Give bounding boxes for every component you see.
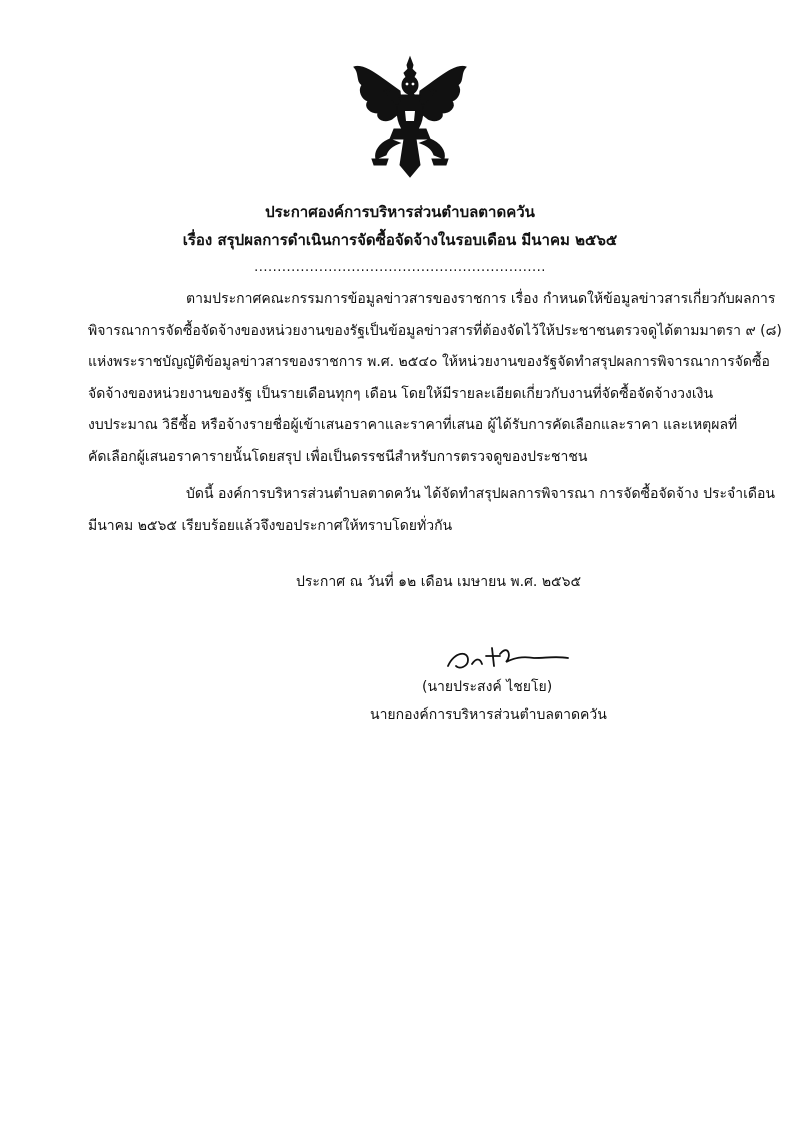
body-line: ตามประกาศคณะกรรมการข้อมูลข่าวสารของราชการ เรื่อง กำหนดให้ข้อมูลข่าวสารเกี่ยวกับผลการ [186,291,776,307]
announcement-date: ประกาศ ณ วันที่ ๑๒ เดือน เมษายน พ.ศ. ๒๕๖๕ [296,574,582,590]
title-separator: ............................................................... [254,260,546,275]
body-line: แห่งพระราชบัญญัติข้อมูลข่าวสารของราชการ พ.ศ. ๒๕๔๐ ให้หน่วยงานของรัฐจัดทำสรุปผลการพิจารณาการจัดซื้อ [88,354,770,370]
body-line: จัดจ้างของหน่วยงานของรัฐ เป็นรายเดือนทุกๆ เดือน โดยให้มีรายละเอียดเกี่ยวกับงานที่จัดซื้อจัดจ้างวงเงิน [88,385,714,402]
body-line: พิจารณาการจัดซื้อจัดจ้างของหน่วยงานของรัฐเป็นข้อมูลข่าวสารที่ต้องจัดไว้ให้ประชาชนตรวจดูได้ตามมาตรา ๙ (๘) [88,322,782,339]
signatory-name: (นายประสงค์ ไชยโย) [422,679,553,695]
body-line: บัดนี้ องค์การบริหารส่วนตำบลตาดควัน ได้จัดทำสรุปผลการพิจารณา การจัดซื้อจัดจ้าง ประจำเดือน [186,486,775,502]
garuda-emblem-icon [350,55,470,180]
body-paragraph-1 [88,284,782,473]
body-line: งบประมาณ วิธีซื้อ หรือจ้างรายชื่อผู้เข้าเสนอราคาและราคาที่เสนอ ผู้ได้รับการคัดเลือกและราคา และเหตุผลที่ [88,417,738,433]
signatory-position: นายกองค์การบริหารส่วนตำบลตาดควัน [370,707,607,723]
body-paragraph-2 [88,479,776,542]
body-line: มีนาคม ๒๕๖๕ เรียบร้อยแล้วจึงขอประกาศให้ทราบโดยทั่วกัน [88,517,453,534]
announcement-subject: เรื่อง สรุปผลการดำเนินการจัดซื้อจัดจ้างในรอบเดือน มีนาคม ๒๕๖๕ [182,231,618,249]
announcement-title: ประกาศองค์การบริหารส่วนตำบลตาดควัน [265,203,535,221]
announcement-header [0,198,800,278]
body-line: คัดเลือกผู้เสนอราคารายนั้นโดยสรุป เพื่อเป็นดรรชนีสำหรับการตรวจดูของประชาชน [88,448,588,465]
announcement-body [88,284,782,542]
handwritten-signature [442,636,574,676]
